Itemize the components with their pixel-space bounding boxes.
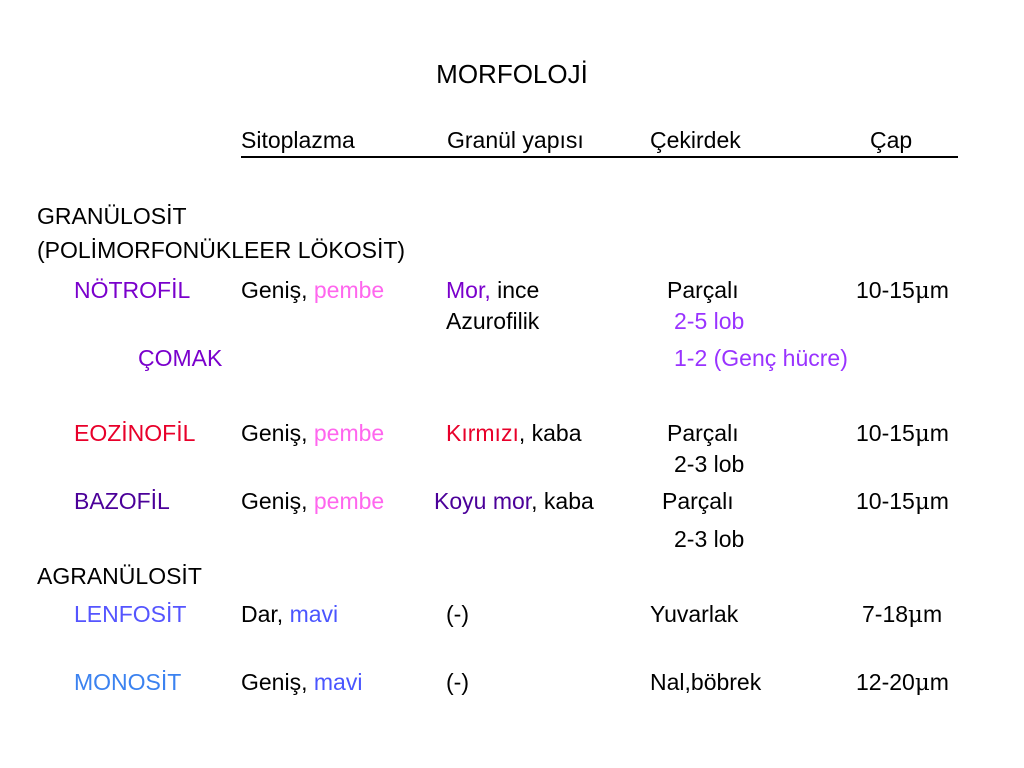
eozinofil-granul [446,419,582,447]
lenfosit-cap-num: 7-18 [862,601,909,627]
eozinofil-sitoplazma [241,419,384,447]
lenfosit-sitoplazma [241,600,338,628]
bazofil-cap-num: 10-15 [856,488,915,514]
notrofil-sitoplazma [241,276,384,304]
eozinofil-cekirdek: Parçalı [667,420,739,446]
header-cekirdek: Çekirdek [650,127,741,153]
lenfosit-cap-unit: m [923,601,943,627]
bazofil-cap [856,487,949,516]
eozinofil-cap [856,419,949,448]
notrofil-sito-color: pembe [313,277,385,303]
lenfosit-cekirdek: Yuvarlak [650,601,739,627]
bazofil-sitoplazma [241,487,384,515]
monosit-sito-text: Geniş, [241,669,314,695]
eozinofil-cap-unit: m [929,420,949,446]
comak-name: ÇOMAK [138,345,223,371]
eozinofil-cap-num: 10-15 [856,420,915,446]
page-title: MORFOLOJİ [436,59,588,89]
monosit-cap [856,668,949,697]
notrofil-sito-text: Geniş, [241,277,314,303]
notrofil-granul-line2: Azurofilik [446,308,540,334]
notrofil-cap-num: 10-15 [856,277,915,303]
monosit-cap-mu: μ [914,670,930,696]
eozinofil-granul-text: , kaba [518,420,582,446]
bazofil-cap-unit: m [929,488,949,514]
eozinofil-cap-mu: μ [914,421,930,447]
header-cap: Çap [870,127,913,153]
notrofil-cap-unit: m [929,277,949,303]
bazofil-cap-mu: μ [914,489,930,515]
bazofil-sito-color: pembe [313,488,385,514]
group-granulosit: GRANÜLOSİT [37,203,187,229]
lenfosit-granul: (-) [446,601,469,627]
monosit-sitoplazma [241,668,362,696]
bazofil-granul-text: , kaba [531,488,594,514]
monosit-granul: (-) [446,669,469,695]
lenfosit-name: LENFOSİT [74,601,187,627]
monosit-cap-unit: m [929,669,949,695]
eozinofil-name: EOZİNOFİL [74,420,196,446]
header-sitoplazma: Sitoplazma [241,127,355,153]
notrofil-granul [446,276,539,304]
monosit-sito-color: mavi [313,669,363,695]
eozinofil-granul-color: Kırmızı [446,420,519,446]
bazofil-cekirdek: Parçalı [662,488,734,514]
notrofil-cap [856,276,949,305]
notrofil-name: NÖTROFİL [74,277,191,303]
comak-cekirdek: 1-2 (Genç hücre) [674,345,848,371]
lenfosit-sito-text: Dar, [241,601,290,627]
eozinofil-lob: 2-3 lob [674,451,745,477]
table-header [241,126,958,158]
bazofil-name: BAZOFİL [74,488,170,514]
bazofil-granul-color: Koyu mor [434,488,532,514]
lenfosit-cap-mu: μ [908,602,923,628]
bazofil-granul [434,487,594,515]
notrofil-cekirdek: Parçalı [667,277,739,303]
bazofil-lob: 2-3 lob [674,526,745,552]
monosit-name: MONOSİT [74,669,182,695]
notrofil-granul-text: ince [497,277,540,303]
group-granulosit-subtitle: (POLİMORFONÜKLEER LÖKOSİT) [37,237,406,263]
eozinofil-sito-text: Geniş, [241,420,314,446]
lenfosit-cap [862,600,942,629]
bazofil-sito-text: Geniş, [241,488,314,514]
monosit-cap-num: 12-20 [856,669,915,695]
group-agranulosit: AGRANÜLOSİT [37,563,202,589]
header-granul: Granül yapısı [447,127,584,153]
eozinofil-sito-color: pembe [313,420,385,446]
notrofil-lob: 2-5 lob [674,308,745,334]
monosit-cekirdek: Nal,böbrek [650,669,762,695]
notrofil-granul-color: Mor, [446,277,498,303]
lenfosit-sito-color: mavi [289,601,339,627]
notrofil-cap-mu: μ [914,278,930,304]
